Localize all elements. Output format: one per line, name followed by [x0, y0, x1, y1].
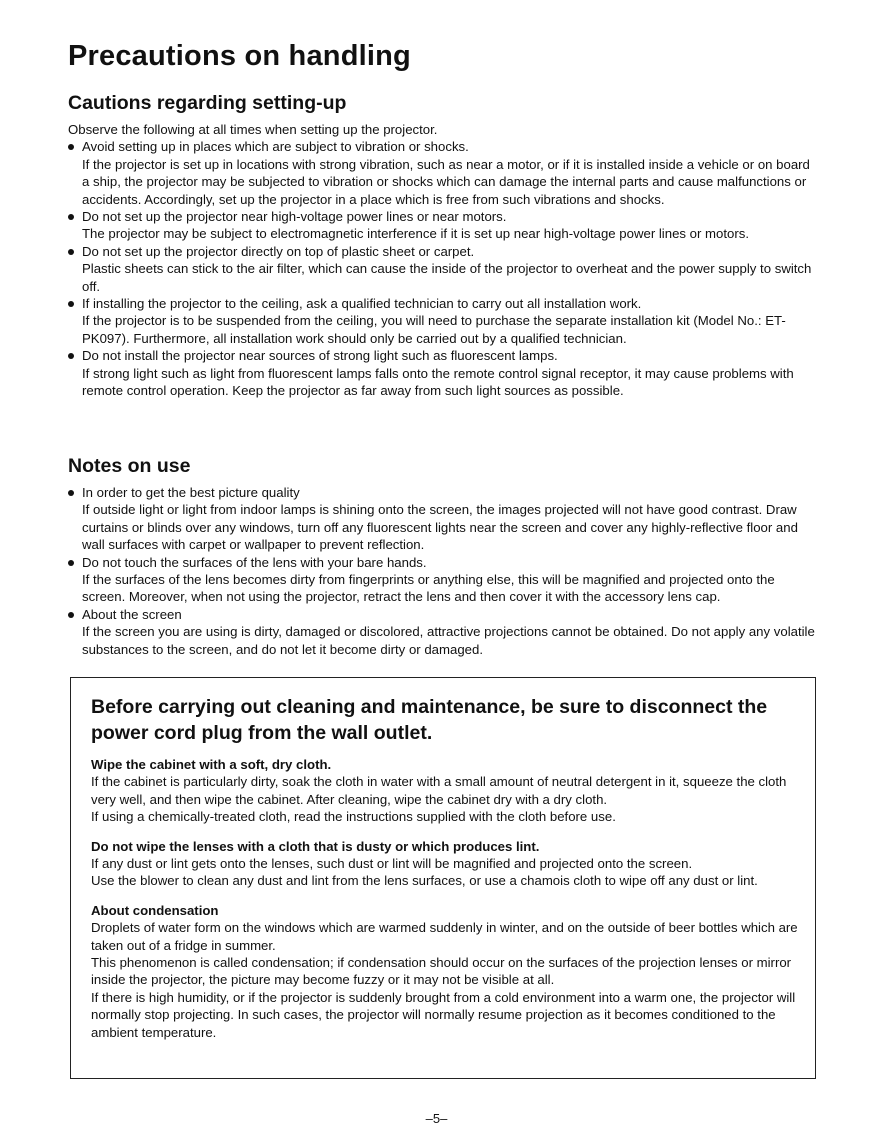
item-head: In order to get the best picture quality	[82, 485, 300, 500]
list-item	[68, 295, 820, 347]
item-head: Do not set up the projector near high-voltage power lines or near motors.	[82, 209, 507, 225]
page-number: –5–	[425, 1111, 448, 1126]
setup-intro: Observe the following at all times when setting up the projector.	[68, 122, 438, 137]
list-item	[68, 208, 820, 243]
item-head: Do not install the projector near sources of strong light such as fluorescent lamps.	[82, 348, 558, 364]
bullet-icon	[68, 301, 74, 307]
item-body: If the screen you are using is dirty, damaged or discolored, attractive projections cannot be obtained. Do not apply any volatile substances to the screen, and do not let it become dirty or damaged.	[82, 624, 815, 657]
notes-section	[68, 484, 820, 658]
group-text: Use the blower to clean any dust and lint from the lens surfaces, or use a chamois cloth to wipe off any dust or lint.	[91, 873, 758, 889]
maintenance-box	[70, 677, 816, 1079]
setup-list	[68, 138, 820, 399]
group-text: If any dust or lint gets onto the lenses, such dust or lint will be magnified and projected onto the screen.	[91, 856, 693, 872]
group-subheading: Do not wipe the lenses with a cloth that is dusty or which produces lint.	[91, 838, 540, 854]
item-body: If outside light or light from indoor lamps is shining onto the screen, the images projected will not have good contrast. Draw curtains or blinds over any windows, turn off any fluorescent lights near the screen and cover any highly-reflective floor and wall surfaces with carpet or wallpaper to prevent reflection.	[82, 502, 798, 553]
item-body: The projector may be subject to electromagnetic interference if it is set up near high-voltage power lines or motors.	[82, 226, 750, 242]
item-body: If the projector is set up in locations with strong vibration, such as near a motor, or if it is installed inside a vehicle or on board a ship, the projector may be subjected to vibration or shocks which can damage the internal parts and cause malfunctions or accidents. Accordingly, set up the projector in a place which is free from such vibrations and shocks.	[82, 156, 810, 207]
list-item	[68, 554, 820, 606]
bullet-icon	[68, 353, 74, 359]
group-text: This phenomenon is called condensation; if condensation should occur on the surfaces of the projection lenses or mirror inside the projector, the picture may become fuzzy or it may not be visible at all.	[91, 955, 792, 988]
item-head: Do not touch the surfaces of the lens with your bare hands.	[82, 554, 427, 570]
maintenance-group	[91, 838, 803, 890]
item-body: If the projector is to be suspended from the ceiling, you will need to purchase the separate installation kit (Model No.: ET-PK097). Furthermore, all installation work should only be carried out by a qualified technician.	[82, 313, 786, 346]
list-item	[68, 138, 820, 208]
item-body: If strong light such as light from fluorescent lamps falls onto the remote control signal receptor, it may cause problems with remote control operation. Keep the projector as far away from such light sources as possible.	[82, 365, 794, 399]
maintenance-heading: Before carrying out cleaning and maintenance, be sure to disconnect the power cord plug from the wall outlet.	[91, 696, 768, 744]
item-head: Do not set up the projector directly on top of plastic sheet or carpet.	[82, 243, 475, 259]
bullet-icon	[68, 214, 74, 220]
group-subheading: About condensation	[91, 902, 219, 918]
bullet-icon	[68, 249, 74, 255]
group-subheading: Wipe the cabinet with a soft, dry cloth.	[91, 757, 332, 772]
item-head: About the screen	[82, 606, 182, 622]
page-title: Precautions on handling	[68, 40, 411, 72]
list-item	[68, 484, 820, 554]
setup-section	[68, 121, 820, 400]
group-text: If using a chemically-treated cloth, read the instructions supplied with the cloth before use.	[91, 809, 616, 825]
maintenance-group	[91, 756, 803, 826]
bullet-icon	[68, 612, 74, 618]
maintenance-group	[91, 902, 803, 1041]
item-head: Avoid setting up in places which are subject to vibration or shocks.	[82, 139, 469, 155]
group-text: If there is high humidity, or if the projector is suddenly brought from a cold environment into a warm one, the projector will normally stop projecting. In such cases, the projector will normally resume projection as it becomes conditioned to the ambient temperature.	[91, 989, 796, 1040]
notes-heading: Notes on use	[68, 455, 191, 477]
bullet-icon	[68, 144, 74, 150]
list-item	[68, 347, 820, 399]
bullet-icon	[68, 560, 74, 566]
group-text: If the cabinet is particularly dirty, soak the cloth in water with a small amount of neutral detergent in it, squeeze the cloth very well, and then wipe the cabinet. After cleaning, wipe the cabinet dry with a dry cloth.	[91, 774, 787, 807]
list-item	[68, 243, 820, 295]
group-text: Droplets of water form on the windows which are warmed suddenly in winter, and on the outside of beer bottles which are taken out of a fridge in summer.	[91, 920, 798, 953]
list-item	[68, 606, 820, 658]
setup-heading: Cautions regarding setting-up	[68, 92, 347, 114]
item-head: If installing the projector to the ceiling, ask a qualified technician to carry out all installation work.	[82, 296, 642, 312]
item-body: Plastic sheets can stick to the air filter, which can cause the inside of the projector to overheat and the power supply to switch off.	[82, 261, 812, 294]
maintenance-content	[91, 694, 803, 1053]
notes-list	[68, 484, 820, 658]
item-body: If the surfaces of the lens becomes dirty from fingerprints or anything else, this will be magnified and projected onto the screen. Moreover, when not using the projector, retract the lens and then cover it with the accessory lens cap.	[82, 572, 775, 605]
bullet-icon	[68, 490, 74, 496]
